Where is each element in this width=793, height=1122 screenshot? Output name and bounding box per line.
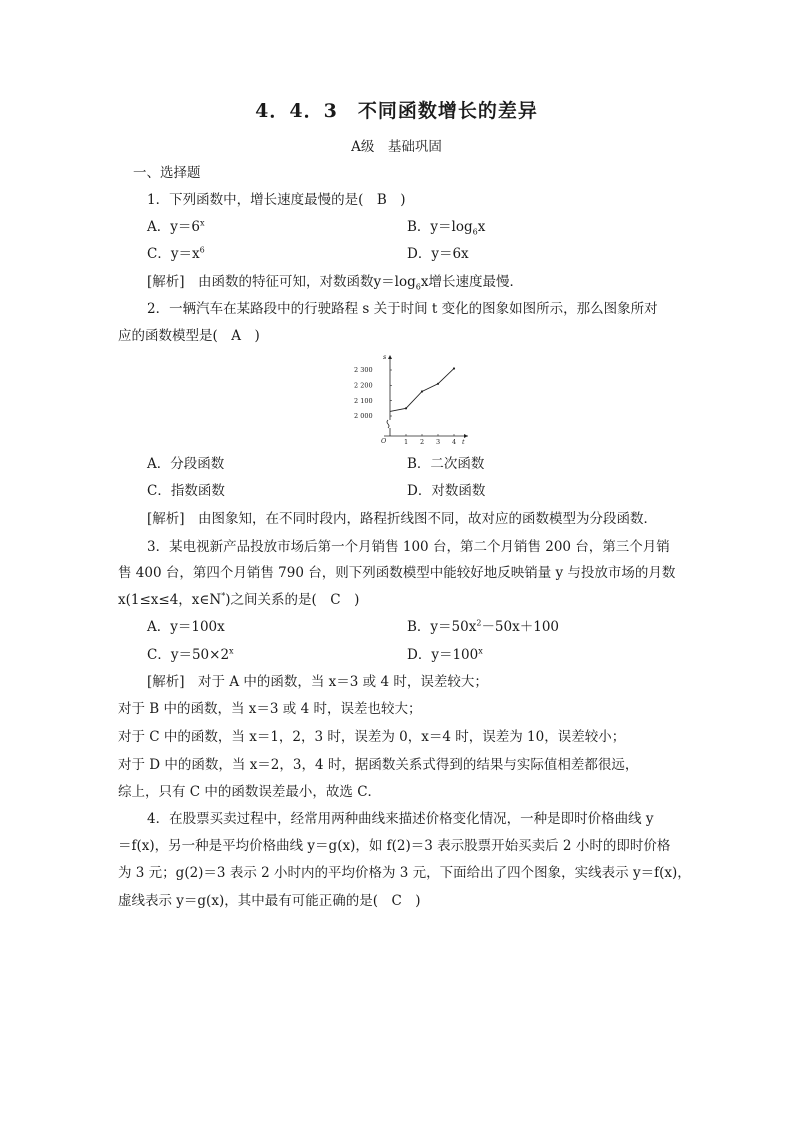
q2-option-c: C．指数函数 [147,483,225,499]
data-point [453,367,455,369]
q3-explanation-line5: 综上，只有 C 中的函数误差最小，故选 C． [118,784,382,800]
level-heading: A级 基础巩固 [351,139,442,155]
section-heading: 一、选择题 [133,165,201,181]
q3-stem-line2: 售 400 台，第四个月销售 790 台，则下列函数模型中能较好地反映销量 y 与投放市场的月数 [118,565,676,581]
q3-stem-line3: x(1≤x≤4，x∈N*)之间关系的是( C ) [118,591,360,608]
q2-stem-line1: 2．一辆汽车在某路段中的行驶路程 s 关于时间 t 变化的图象如图所示，那么图象所对 [147,301,658,317]
distance-time-chart [352,352,470,444]
chart-axes [384,355,468,438]
q4-stem-line2: ＝f(x)，另一种是平均价格曲线 y＝g(x)，如 f(2)＝3 表示股票开始买卖后 2 小时的即时价格 [118,838,671,854]
q2-option-d: D．对数函数 [407,483,486,499]
y-axis-break [387,420,389,428]
x-tick-label: 2 [420,438,425,444]
chart-ticks [354,353,465,444]
y-tick-label: 2 100 [354,396,373,405]
series-line [390,368,454,411]
origin-label: O [381,437,387,444]
q3-explanation-line2: 对于 B 中的函数，当 x＝3 或 4 时，误差也较大； [118,701,422,717]
y-tick-label: 2 000 [354,412,373,421]
q3-explanation-line1: [解析] 对于 A 中的函数，当 x＝3 或 4 时，误差较大； [147,674,488,690]
q1-stem: 1．下列函数中，增长速度最慢的是( B ) [147,192,406,208]
q1-option-a: A．$y=6^x$ [147,218,205,235]
chart-series [390,367,455,411]
q2-option-a: A．分段函数 [147,456,225,472]
q4-stem-line1: 4．在股票买卖过程中，经常用两种曲线来描述价格变化情况，一种是即时价格曲线 y [147,811,654,827]
q3-explanation-line4: 对于 D 中的函数，当 x＝2，3，4 时，据函数关系式得到的结果与实际值相差都很远， [118,757,639,773]
q1-explanation: [解析] 由函数的特征可知，对数函数$y=\log_6x$增长速度最慢． [147,274,523,292]
q3-option-b: B．$y=50x^2-50x+100$ [407,618,559,635]
data-point [437,383,439,385]
q3-option-a: A．y＝100x [147,619,225,635]
page-title: 4．4．3 不同函数增长的差异 [255,100,538,122]
q3-stem-line1: 3．某电视新产品投放市场后第一个月销售 100 台，第二个月销售 200 台，第三个月销 [147,539,670,555]
q4-stem-line3: 为 3 元；g(2)＝3 表示 2 小时内的平均价格为 3 元，下面给出了四个图象，实线表示 y＝f(x)， [118,865,691,881]
data-point [421,390,423,392]
q3-option-d: D．$y=100^x$ [407,646,483,663]
x-tick-label: 4 [452,438,457,444]
q3-explanation-line3: 对于 C 中的函数，当 x＝1，2，3 时，误差为 0，x＝4 时，误差为 10，误差较小； [118,729,626,745]
q4-stem-line4: 虚线表示 y＝g(x)，其中最有可能正确的是( C ) [118,893,421,909]
x-axis-label: t [462,438,465,444]
q2-option-b: B．二次函数 [407,456,485,472]
y-axis-label: s [383,353,387,361]
y-axis-arrow [388,355,392,359]
q1-option-b: B．$y=\log_6x$ [407,219,486,237]
q2-explanation: [解析] 由图象知，在不同时段内，路程折线图不同，故对应的函数模型为分段函数． [147,511,658,527]
y-tick-label: 2 200 [354,381,373,390]
q1-option-d: D．y＝6x [407,246,469,262]
q2-stem-line2: 应的函数模型是( A ) [118,328,260,344]
q3-option-c: C．$y=50\times 2^x$ [147,646,234,663]
x-tick-label: 3 [436,438,441,444]
data-point [405,407,407,409]
y-tick-label: 2 300 [354,366,373,375]
x-tick-label: 1 [404,438,409,444]
q1-option-c: C．$y=x^6$ [147,245,205,262]
